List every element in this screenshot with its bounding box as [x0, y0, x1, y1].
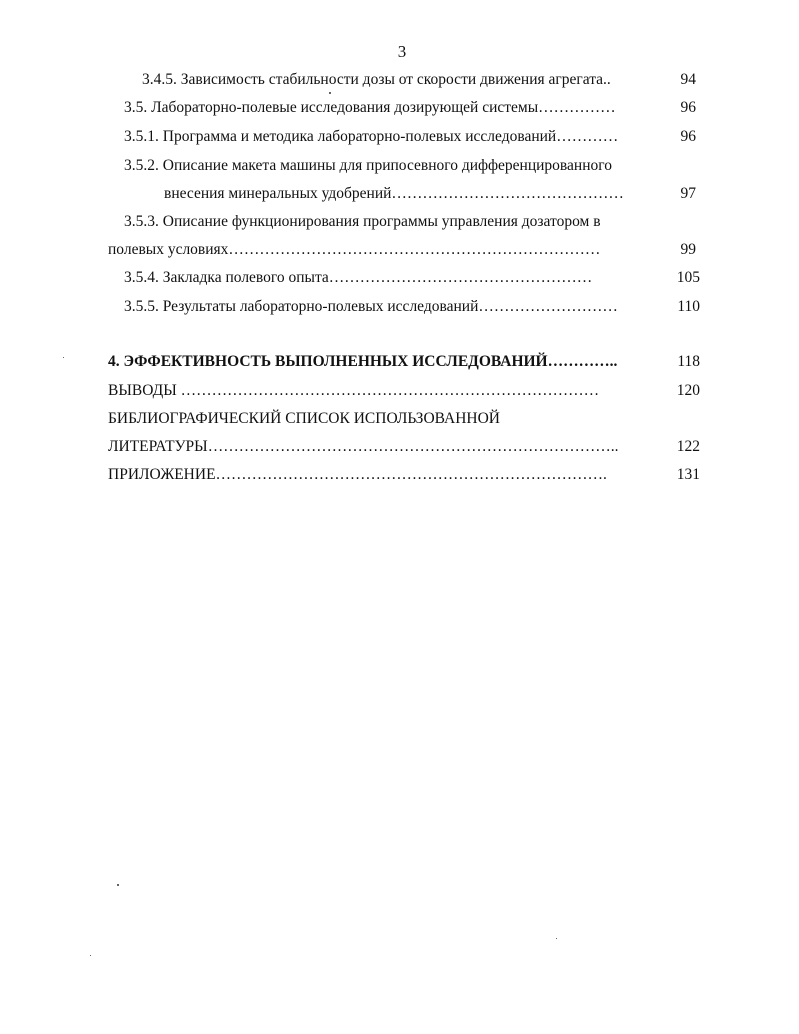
toc-page-3-4-5: 94 [680, 71, 696, 88]
toc-page-bibliography: 122 [676, 438, 700, 455]
toc-entry-conclusions: ВЫВОДЫ ……………………………………………………………………… [108, 382, 600, 399]
scan-speck [63, 357, 64, 358]
scan-speck [556, 938, 557, 939]
toc-page-3-5-4: 105 [676, 269, 700, 286]
toc-page-conclusions: 120 [676, 382, 700, 399]
toc-page-chapter-4: 118 [677, 353, 700, 370]
toc-entry-3-5: 3.5. Лабораторно-полевые исследования дозирующей системы…………… [124, 99, 616, 116]
toc-entry-bibliography-cont: ЛИТЕРАТУРЫ…………………………………………………………………….. [108, 438, 619, 455]
toc-entry-3-5-3: 3.5.3. Описание функционирования программы управления дозатором в [124, 213, 601, 230]
toc-page-3-5-5: 110 [677, 298, 700, 315]
toc-entry-3-5-5: 3.5.5. Результаты лабораторно-полевых исследований……………………… [124, 298, 618, 315]
toc-page-3-5-3: 99 [680, 241, 696, 258]
toc-page-3-5-2: 97 [680, 185, 696, 202]
toc-entry-3-5-4: 3.5.4. Закладка полевого опыта…………………………………………… [124, 269, 593, 286]
toc-entry-3-5-1: 3.5.1. Программа и методика лабораторно-полевых исследований………… [124, 128, 619, 145]
toc-entry-3-4-5: 3.4.5. Зависимость стабильности дозы от скорости движения агрегата.. [142, 71, 611, 88]
page-number: 3 [397, 42, 407, 61]
toc-entry-bibliography: БИБЛИОГРАФИЧЕСКИЙ СПИСОК ИСПОЛЬЗОВАННОЙ [108, 410, 500, 427]
toc-entry-3-5-3-cont: полевых условиях……………………………………………………………… [108, 241, 601, 258]
toc-entry-chapter-4: 4. ЭФФЕКТИВНОСТЬ ВЫПОЛНЕННЫХ ИССЛЕДОВАНИЙ………….. [108, 353, 618, 370]
scan-speck [329, 92, 331, 94]
scan-speck [90, 955, 91, 956]
toc-page-3-5-1: 96 [680, 128, 696, 145]
scan-speck [117, 884, 119, 886]
toc-entry-appendix: ПРИЛОЖЕНИЕ…………………………………………………………………. [108, 466, 607, 483]
toc-entry-3-5-2: 3.5.2. Описание макета машины для припосевного дифференцированного [124, 157, 612, 174]
toc-page-appendix: 131 [676, 466, 700, 483]
toc-entry-3-5-2-cont: внесения минеральных удобрений……………………………………… [164, 185, 624, 202]
toc-page-3-5: 96 [680, 99, 696, 116]
